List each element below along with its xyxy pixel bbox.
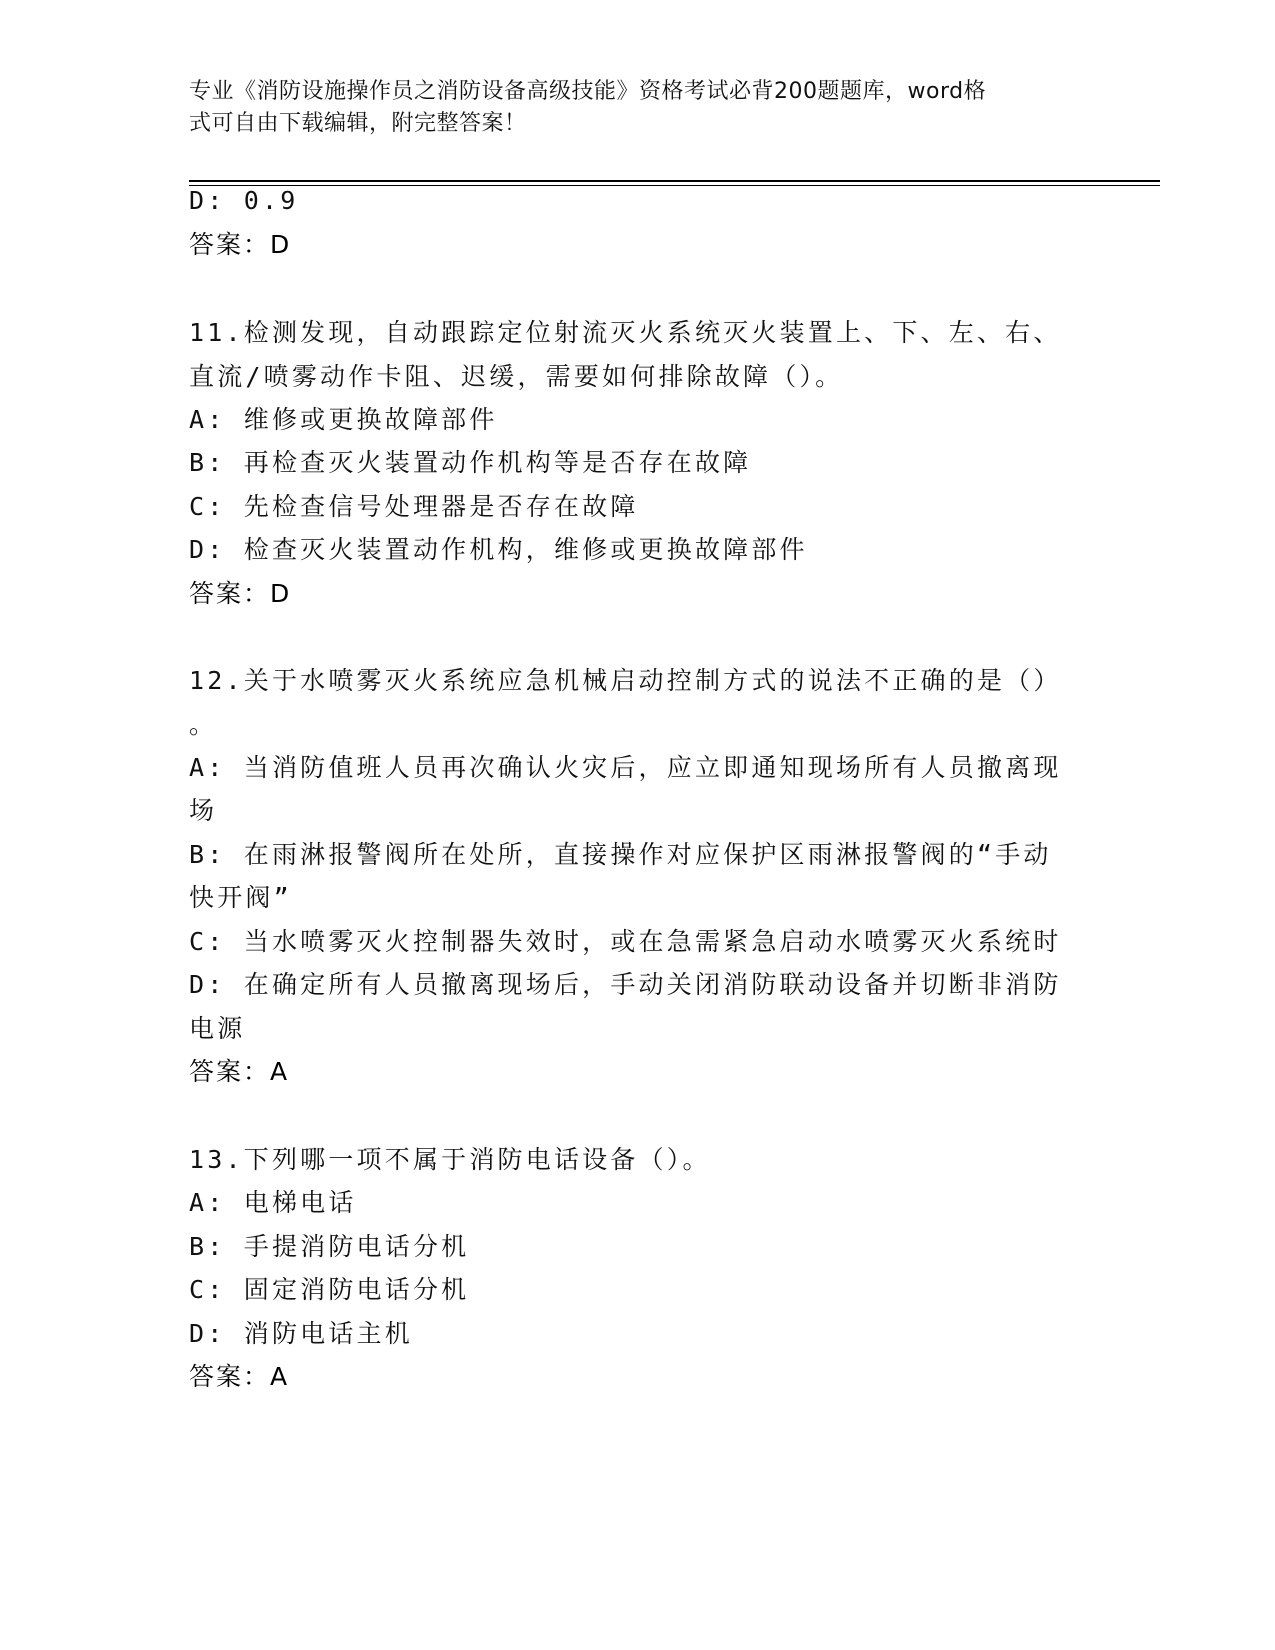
prev-option-d: D: 0.9	[189, 186, 299, 215]
q12-option-c: C: 当水喷雾灭火控制器失效时，或在急需紧急启动水喷雾灭火系统时	[189, 927, 1062, 956]
header-line-2: 式可自由下载编辑，附完整答案！	[189, 111, 527, 136]
q12-option-a-line-1: A: 当消防值班人员再次确认火灾后，应立即通知现场所有人员撤离现	[189, 753, 1062, 782]
q12-stem-line-2: 。	[189, 710, 218, 739]
q13-option-d: D: 消防电话主机	[189, 1319, 413, 1348]
q11-option-d: D: 检查灭火装置动作机构，维修或更换故障部件	[189, 535, 808, 564]
q13-stem: 13.下列哪一项不属于消防电话设备（）。	[189, 1145, 711, 1174]
q13-option-c: C: 固定消防电话分机	[189, 1275, 470, 1304]
q12-option-b-line-2: 快开阀”	[189, 883, 292, 912]
q12-stem-line-1: 12.关于水喷雾灭火系统应急机械启动控制方式的说法不正确的是（）	[189, 666, 1062, 695]
q13-option-a: A: 电梯电话	[189, 1188, 357, 1217]
q11-stem-line-1: 11.检测发现，自动跟踪定位射流灭火系统灭火装置上、下、左、右、	[189, 318, 1062, 347]
prev-answer: 答案：D	[189, 230, 292, 259]
q13-answer: 答案：A	[189, 1362, 290, 1391]
q12-option-b-line-1: B: 在雨淋报警阀所在处所，直接操作对应保护区雨淋报警阀的“手动	[189, 840, 1052, 869]
q12-option-a-line-2: 场	[189, 796, 218, 825]
q12-answer: 答案：A	[189, 1057, 290, 1086]
header-line-1: 专业《消防设施操作员之消防设备高级技能》资格考试必背200题题库，word格	[189, 79, 987, 104]
header-divider-thick	[189, 180, 1160, 182]
q11-stem-line-2: 直流/喷雾动作卡阻、迟缓，需要如何排除故障（）。	[189, 362, 844, 391]
q11-option-b: B: 再检查灭火装置动作机构等是否存在故障	[189, 448, 752, 477]
q12-option-d-line-1: D: 在确定所有人员撤离现场后，手动关闭消防联动设备并切断非消防	[189, 970, 1062, 999]
page-header	[189, 76, 1069, 140]
q12-option-d-line-2: 电源	[189, 1014, 246, 1043]
q11-option-a: A: 维修或更换故障部件	[189, 405, 498, 434]
q13-option-b: B: 手提消防电话分机	[189, 1232, 470, 1261]
q11-option-c: C: 先检查信号处理器是否存在故障	[189, 492, 639, 521]
q11-answer: 答案：D	[189, 579, 292, 608]
